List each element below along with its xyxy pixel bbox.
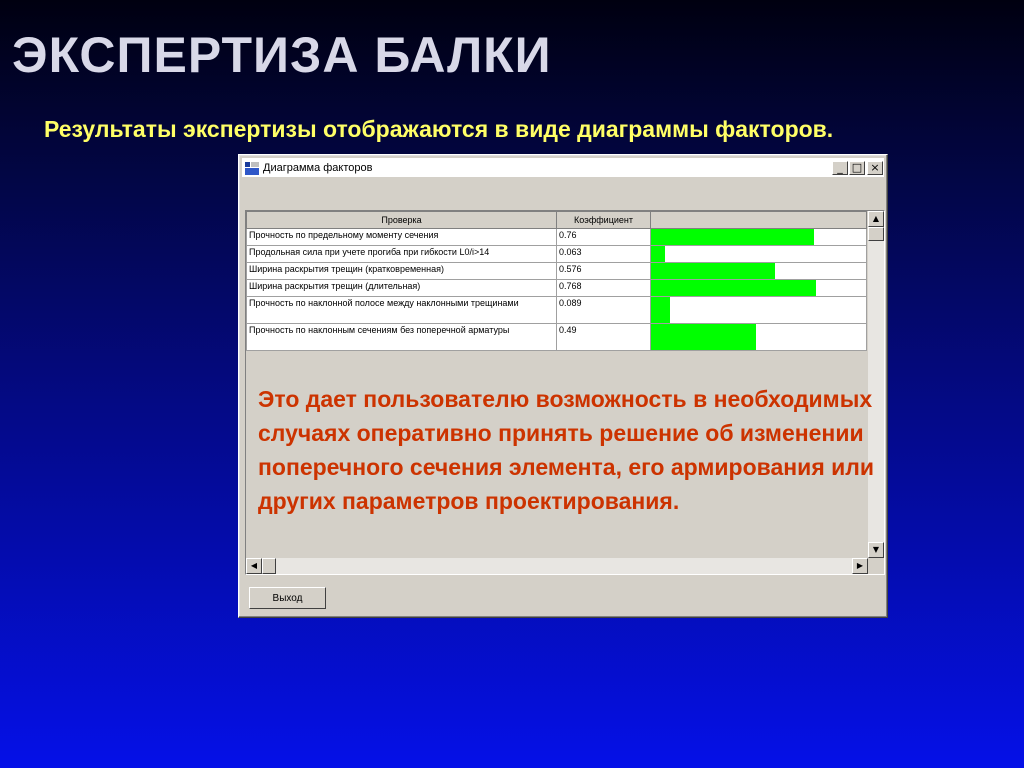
scroll-down-arrow-icon[interactable]: ▼ xyxy=(868,542,884,558)
horizontal-scroll-thumb[interactable] xyxy=(262,558,276,574)
column-header-check[interactable]: Проверка xyxy=(247,212,557,229)
table-row[interactable] xyxy=(247,263,867,280)
factor-bar-cell xyxy=(651,263,867,280)
coefficient-cell: 0.768 xyxy=(557,280,651,297)
factor-bar-cell xyxy=(651,229,867,246)
factor-table xyxy=(246,211,867,351)
factor-bar-cell xyxy=(651,297,867,324)
close-button[interactable]: × xyxy=(867,161,883,175)
table-row[interactable] xyxy=(247,246,867,263)
slide-title: ЭКСПЕРТИЗА БАЛКИ xyxy=(12,27,552,83)
minimize-button[interactable]: _ xyxy=(832,161,848,175)
scroll-left-arrow-icon[interactable]: ◀ xyxy=(246,558,262,574)
exit-button[interactable]: Выход xyxy=(249,587,326,609)
coefficient-cell: 0.576 xyxy=(557,263,651,280)
scrollbar-corner xyxy=(868,558,884,574)
check-cell: Прочность по предельному моменту сечения xyxy=(247,229,557,246)
window-title: Диаграмма факторов xyxy=(263,161,373,174)
factor-bar-cell xyxy=(651,324,867,351)
factor-bar xyxy=(651,246,665,262)
factor-bar-cell xyxy=(651,280,867,297)
table-row[interactable] xyxy=(247,280,867,297)
horizontal-scrollbar[interactable] xyxy=(246,558,868,574)
table-header-row xyxy=(247,212,867,229)
factor-bar xyxy=(651,324,756,350)
column-header-coefficient[interactable]: Коэффициент xyxy=(557,212,651,229)
factor-bar-cell xyxy=(651,246,867,263)
check-cell: Прочность по наклонным сечениям без поперечной арматуры xyxy=(247,324,557,351)
slide-subtitle: Результаты экспертизы отображаются в виде диаграммы факторов. xyxy=(44,116,834,142)
table-row[interactable] xyxy=(247,229,867,246)
column-header-chart xyxy=(651,212,867,229)
check-cell: Ширина раскрытия трещин (кратковременная) xyxy=(247,263,557,280)
scroll-right-arrow-icon[interactable]: ▶ xyxy=(852,558,868,574)
scroll-up-arrow-icon[interactable]: ▲ xyxy=(868,211,884,227)
check-cell: Прочность по наклонной полосе между наклонными трещинами xyxy=(247,297,557,324)
factor-bar xyxy=(651,280,816,296)
coefficient-cell: 0.76 xyxy=(557,229,651,246)
slide-note: Это дает пользователю возможность в необходимых случаях оперативно принять решение об изменении поперечного сечения элемента, его армирования или других параметров проектирования. xyxy=(258,386,875,514)
table-row[interactable] xyxy=(247,297,867,324)
factor-bar xyxy=(651,229,814,245)
factor-bar xyxy=(651,263,775,279)
maximize-button[interactable]: □ xyxy=(849,161,865,175)
coefficient-cell: 0.089 xyxy=(557,297,651,324)
check-cell: Ширина раскрытия трещин (длительная) xyxy=(247,280,557,297)
coefficient-cell: 0.49 xyxy=(557,324,651,351)
table-row[interactable] xyxy=(247,324,867,351)
factor-bar xyxy=(651,297,670,323)
app-icon xyxy=(244,160,260,176)
check-cell: Продольная сила при учете прогиба при гибкости L0/i>14 xyxy=(247,246,557,263)
window-titlebar[interactable] xyxy=(242,158,884,177)
coefficient-cell: 0.063 xyxy=(557,246,651,263)
vertical-scroll-thumb[interactable] xyxy=(868,227,884,241)
